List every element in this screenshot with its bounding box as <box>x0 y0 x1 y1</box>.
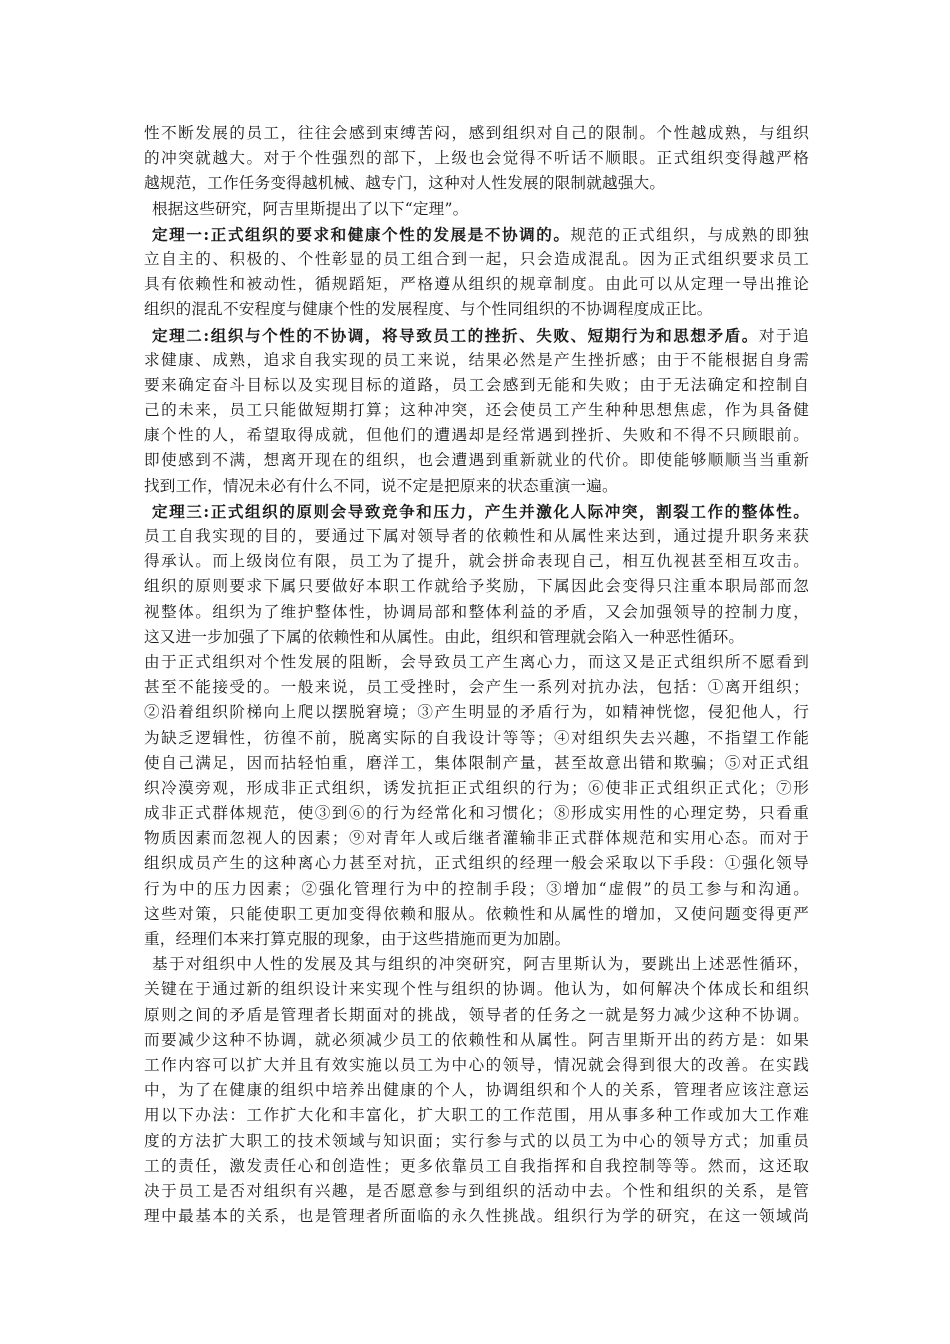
line-text: 而要减少这种不协调，就必须减少员工的依赖性和从属性。阿吉里斯开出的药方是：如果 <box>144 1030 809 1049</box>
document-body <box>144 121 809 1229</box>
line-text: 为缺乏逻辑性，彷徨不前，脱离实际的自我设计等等；④对组织失去兴趣，不指望工作能 <box>144 728 809 747</box>
text-line <box>144 776 809 801</box>
line-text: 中，为了在健康的组织中培养出健康的个人，协调组织和个人的关系，管理者应该注意运 <box>144 1081 809 1100</box>
text-line <box>144 1179 809 1204</box>
text-line <box>144 272 809 297</box>
line-text: 组织的原则要求下属只要做好本职工作就给予奖励，下属因此会变得只注重本职局部而忽 <box>144 577 809 596</box>
line-text: 基于对组织中人性的发展及其与组织的冲突研究，阿吉里斯认为，要跳出上述恶性循环， <box>152 955 809 974</box>
line-text: 员工自我实现的目的，要通过下属对领导者的依赖性和从属性来达到，通过提升职务来获 <box>144 527 809 545</box>
line-text: 的冲突就越大。对于个性强烈的部下，上级也会觉得不听话不顺眼。正式组织变得越严格 <box>144 149 809 168</box>
line-text: 决于员工是否对组织有兴趣，是否愿意参与到组织的活动中去。个性和组织的关系，是管 <box>144 1181 809 1200</box>
text-line <box>144 927 809 952</box>
line-text: 组织的混乱不安程度与健康个性的发展程度、与个性同组织的不协调程度成正比。 <box>144 300 713 319</box>
text-line <box>144 952 809 977</box>
text-line <box>144 499 809 524</box>
line-text: 规范的正式组织，与成熟的即独 <box>570 225 809 244</box>
text-line <box>144 851 809 876</box>
text-line <box>144 197 809 222</box>
line-text: ②沿着组织阶梯向上爬以摆脱窘境；③产生明显的矛盾行为，如精神恍惚，侵犯他人，行 <box>144 703 809 722</box>
line-text: 甚至不能接受的。一般来说，员工受挫时，会产生一系列对抗办法，包括：①离开组织； <box>144 678 809 697</box>
text-line <box>144 1053 809 1078</box>
line-text: 对于追 <box>758 326 809 345</box>
line-text: 工的责任，激发责任心和创造性；更多依靠员工自我指挥和自我控制等等。然而，这还取 <box>144 1156 809 1175</box>
text-line <box>144 977 809 1002</box>
text-line <box>144 398 809 423</box>
text-line <box>144 625 809 650</box>
line-text: 成非正式群体规范，使③到⑥的行为经常化和习惯化；⑧形成实用性的心理定势，只看重 <box>144 804 809 823</box>
text-line <box>144 751 809 776</box>
text-line <box>144 423 809 448</box>
line-text: 工作内容可以扩大并且有效实施以员工为中心的领导，情况就会得到很大的改善。在实践 <box>144 1055 809 1074</box>
text-line <box>144 1103 809 1128</box>
line-text: 康个性的人，希望取得成就，但他们的遭遇却是经常遇到挫折、失败和不得不只顾眼前。 <box>144 426 809 445</box>
theorem-heading: 定理二:组织与个性的不协调，将导致员工的挫折、失败、短期行为和思想矛盾。 <box>152 325 759 345</box>
text-line <box>144 801 809 826</box>
text-line <box>144 474 809 499</box>
text-line <box>144 222 809 247</box>
line-text: 这些对策，只能使职工更加变得依赖和服从。依赖性和从属性的增加，又使问题变得更严 <box>144 904 809 923</box>
text-line <box>144 373 809 398</box>
text-line <box>144 121 809 146</box>
text-line <box>144 877 809 902</box>
text-line <box>144 902 809 927</box>
line-text: 行为中的压力因素；②强化管理行为中的控制手段；③增加“虚假”的员工参与和沟通。 <box>144 879 809 898</box>
text-line <box>144 1003 809 1028</box>
line-text: 原则之间的矛盾是管理者长期面对的挑战，领导者的任务之一就是努力减少这种不协调。 <box>144 1005 809 1024</box>
line-text: 织冷漠旁观，形成非正式组织，诱发抗拒正式组织的行为；⑥使非正式组织正式化；⑦形 <box>144 778 809 797</box>
text-line <box>144 1204 809 1229</box>
text-line <box>144 1028 809 1053</box>
text-line <box>144 448 809 473</box>
line-text: 己的未来，员工只能做短期打算；这种冲突，还会使员工产生种种思想焦虑，作为具备健 <box>144 401 809 420</box>
text-line <box>144 600 809 625</box>
line-text: 越规范，工作任务变得越机械、越专门，这种对人性发展的限制就越强大。 <box>144 174 666 193</box>
line-text: 视整体。组织为了维护整体性，协调局部和整体利益的矛盾，又会加强领导的控制力度， <box>144 602 809 621</box>
text-line <box>144 348 809 373</box>
text-line <box>144 826 809 851</box>
text-line <box>144 297 809 322</box>
line-text: 重，经理们本来打算克服的现象，由于这些措施而更为加剧。 <box>144 930 571 948</box>
line-text: 性不断发展的员工，往往会感到束缚苦闷，感到组织对自己的限制。个性越成熟，与组织 <box>144 124 809 142</box>
line-text: 要来确定奋斗目标以及实现目标的道路，员工会感到无能和失败；由于无法确定和控制自 <box>144 375 809 394</box>
line-text: 求健康、成熟，追求自我实现的员工来说，结果必然是产生挫折感；由于不能根据自身需 <box>144 350 809 369</box>
line-text: 用以下办法：工作扩大化和丰富化，扩大职工的工作范围，用从事多种工作或加大工作难 <box>144 1106 809 1125</box>
text-line <box>144 1078 809 1103</box>
line-text: 组织成员产生的这种离心力甚至对抗，正式组织的经理一般会采取以下手段：①强化领导 <box>144 854 809 873</box>
text-line <box>144 726 809 751</box>
line-text: 找到工作，情况未必有什么不同，说不定是把原来的状态重演一遍。 <box>144 476 618 495</box>
line-text: 理中最基本的关系，也是管理者所面临的永久性挑战。组织行为学的研究，在这一领域尚 <box>144 1207 809 1226</box>
line-text: 得承认。而上级岗位有限，员工为了提升，就会拼命表现自己，相互仇视甚至相互攻击。 <box>144 552 809 571</box>
line-text: 由于正式组织对个性发展的阻断，会导致员工产生离心力，而这又是正式组织所不愿看到 <box>144 652 809 671</box>
text-line <box>144 247 809 272</box>
theorem-heading: 定理一:正式组织的要求和健康个性的发展是不协调的。 <box>152 224 571 244</box>
line-text: 度的方法扩大职工的技术领域与知识面；实行参与式的以员工为中心的领导方式；加重员 <box>144 1131 809 1150</box>
line-text: 具有依赖性和被动性，循规蹈矩，严格遵从组织的规章制度。由此可以从定理一导出推论 <box>144 275 809 294</box>
text-line <box>144 323 809 348</box>
line-text: 即使感到不满，想离开现在的组织，也会遭遇到重新就业的代价。即使能够顺顺当当重新 <box>144 451 809 470</box>
line-text: 使自己满足，因而拈轻怕重，磨洋工，集体限制产量，甚至故意出错和欺骗；⑤对正式组 <box>144 753 809 772</box>
text-line <box>144 700 809 725</box>
text-line <box>144 146 809 171</box>
line-text: 这又进一步加强了下属的依赖性和从属性。由此，组织和管理就会陷入一种恶性循环。 <box>144 627 745 646</box>
line-text: 关键在于通过新的组织设计来实现个性与组织的协调。他认为，如何解决个体成长和组织 <box>144 980 809 999</box>
theorem-heading: 定理三:正式组织的原则会导致竞争和压力，产生并激化人际冲突，割裂工作的整体性。 <box>152 501 809 521</box>
line-text: 物质因素而忽视人的因素；⑨对青年人或后继者灌输非正式群体规范和实用心态。而对于 <box>144 829 809 848</box>
text-line <box>144 650 809 675</box>
text-line <box>144 524 809 549</box>
line-text: 根据这些研究，阿吉里斯提出了以下“定理”。 <box>152 199 469 218</box>
line-text: 立自主的、积极的、个性彰显的员工组合到一起，只会造成混乱。因为正式组织要求员工 <box>144 249 809 268</box>
text-line <box>144 675 809 700</box>
text-line <box>144 1129 809 1154</box>
text-line <box>144 549 809 574</box>
text-line <box>144 171 809 196</box>
text-line <box>144 1154 809 1179</box>
text-line <box>144 574 809 599</box>
